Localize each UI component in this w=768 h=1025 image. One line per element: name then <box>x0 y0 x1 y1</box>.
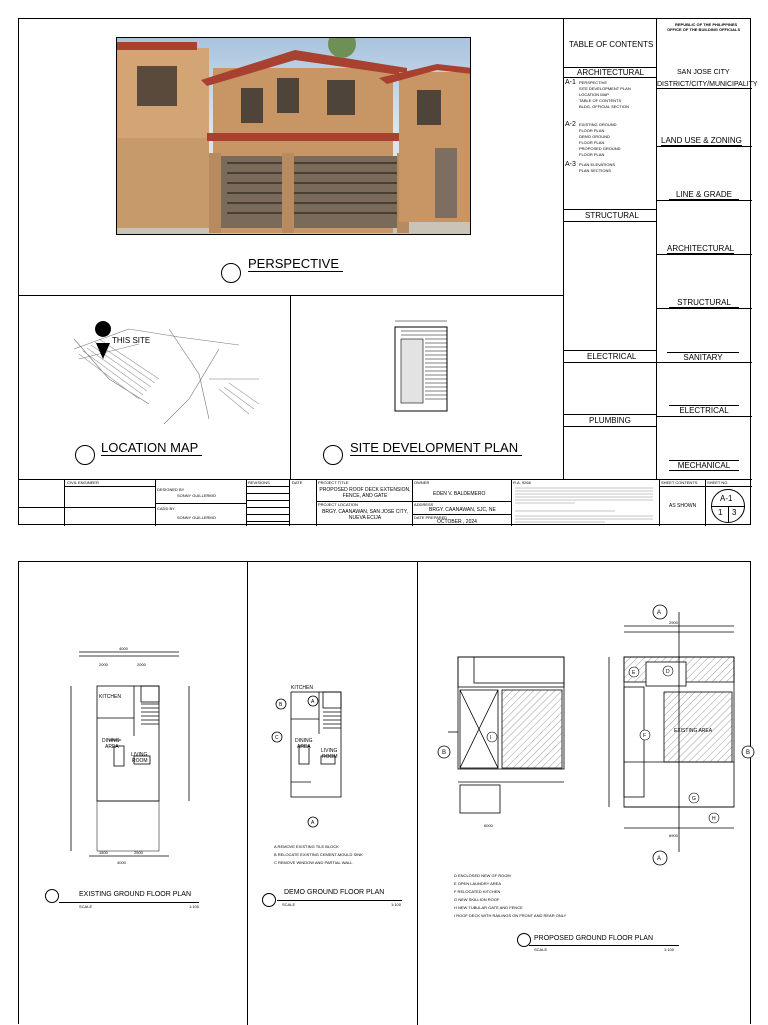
demo-title: DEMO GROUND FLOOR PLAN <box>284 889 385 896</box>
toc-structural: STRUCTURAL <box>585 211 639 220</box>
room-label: LIVING <box>321 748 338 754</box>
toc-a2-item: DEMO GROUND <box>579 134 610 139</box>
site-plan-drawing <box>391 319 451 411</box>
perspective-render <box>116 37 471 235</box>
divider <box>563 77 656 78</box>
tb-date-prepared: OCTOBER , 2024 <box>437 519 477 525</box>
officials-city: SAN JOSE CITY <box>677 69 730 76</box>
toc-a2-item: EXISTING GROUND <box>579 122 617 127</box>
perspective-title: PERSPECTIVE <box>248 256 343 272</box>
officials-land-use: LAND USE & ZONING <box>661 136 742 145</box>
toc-a2-item: FLOOR PLAN <box>579 128 605 133</box>
demo-floor-plan <box>271 684 391 844</box>
proposed-floor-plan <box>424 602 751 872</box>
room-label: ROOM <box>322 754 338 760</box>
tb-project-title-label: PROJECT TITLE <box>318 480 349 485</box>
marker-label: C <box>275 735 279 741</box>
tb-scale: AS SHOWN <box>669 503 697 509</box>
dim-label: 4000 <box>119 646 128 651</box>
sheet-num: 1 <box>718 508 723 517</box>
scale-label: SCALE <box>534 947 548 952</box>
tb-address: BRGY. CAANAWAN, SJC, NE <box>429 507 496 513</box>
room-label: KITCHEN <box>291 685 313 691</box>
dim-label: 2000 <box>137 662 146 667</box>
title-marker <box>323 445 343 465</box>
marker-label: A <box>311 699 315 705</box>
demo-note: C REMOVE WINDOW AND PARTIAL WALL <box>274 860 353 865</box>
marker-circle <box>487 732 497 742</box>
dim-label: 2500 <box>134 850 143 855</box>
officials-district: DISTRICT/CITY/MUNICIPALITY <box>657 81 758 88</box>
tb-owner: EDEN V. BALDEMERO <box>433 491 486 497</box>
dim-label: 2000 <box>99 662 108 667</box>
divider <box>563 414 656 415</box>
scale-label: SCALE <box>282 902 296 907</box>
toc-a3-item: PLAN SECTIONS <box>579 168 612 173</box>
divider <box>277 900 402 901</box>
room-label: AREA <box>297 744 311 750</box>
divider <box>656 416 752 417</box>
divider <box>511 479 512 526</box>
divider <box>19 507 155 508</box>
marker-label: B <box>746 750 751 756</box>
toc-a1-item: SITE DEVELOPMENT PLAN <box>579 86 631 91</box>
scale-value: 1:100 <box>189 904 200 909</box>
tb-project-location: BRGY. CAANAWAN, SAN JOSE CITY, NUEVA ECIJA <box>322 509 408 521</box>
title-marker <box>221 263 241 283</box>
toc-a1-item: BLDG. OFFICIAL SECTION <box>579 104 629 109</box>
divider <box>289 479 290 526</box>
room-label: KITCHEN <box>99 694 121 700</box>
divider <box>19 295 563 296</box>
divider <box>656 200 752 201</box>
marker-label: I <box>490 735 492 741</box>
divider <box>659 486 752 487</box>
tb-cadd-by-label: CADD BY <box>157 506 175 511</box>
divider <box>529 945 679 946</box>
divider <box>246 521 289 522</box>
tb-owner-label: OWNER <box>414 480 430 485</box>
tb-date: DATE <box>292 480 303 485</box>
toc-a2-item: PROPOSED GROUND <box>579 146 621 151</box>
divider <box>412 479 413 526</box>
divider <box>155 503 246 504</box>
dim-label: 6900 <box>669 833 678 838</box>
toc-a2-item: FLOOR PLAN <box>579 140 605 145</box>
location-map-title: LOCATION MAP <box>101 440 202 456</box>
scale-value: 1:100 <box>664 947 675 952</box>
divider <box>563 19 564 479</box>
divider <box>247 562 248 1025</box>
officials-line-grade: LINE & GRADE <box>669 190 739 200</box>
divider <box>19 479 752 480</box>
room-label: LIVING <box>131 752 148 758</box>
toc-architectural: ARCHITECTURAL <box>577 68 645 77</box>
location-map <box>69 309 269 429</box>
toc-electrical: ELECTRICAL <box>587 352 637 361</box>
proposed-note: F RELOCATED KITCHEN <box>454 889 501 894</box>
existing-title: EXISTING GROUND FLOOR PLAN <box>79 891 192 898</box>
proposed-note: G NEW SKILLION ROOF <box>454 897 500 902</box>
divider <box>246 507 289 508</box>
divider <box>246 493 289 494</box>
sheet-code: A-1 <box>720 494 733 503</box>
divider <box>246 486 289 487</box>
marker-label: B <box>279 702 283 708</box>
room-label: EXISTING AREA <box>674 728 713 734</box>
tb-sheet-no: SHEET NO. <box>707 480 729 485</box>
demo-note: A REMOVE EXISTING TILE BLOCK <box>274 844 339 849</box>
demo-note: B RELOCATE EXISTING CEMENT-MOULD SINK <box>274 852 363 857</box>
sheet-1 <box>18 18 758 525</box>
divider <box>563 209 656 210</box>
title-marker <box>262 893 276 907</box>
sheet-number-badge <box>711 489 745 523</box>
toc-title: TABLE OF CONTENTS <box>569 40 654 49</box>
divider <box>64 486 155 487</box>
room-label: DINING <box>102 738 120 744</box>
toc-a1-code: A-1 <box>565 79 576 86</box>
toc-a2-code: A-2 <box>565 121 576 128</box>
officials-architectural: ARCHITECTURAL <box>667 244 735 253</box>
room-label: ROOM <box>132 758 148 764</box>
tb-civil-engineer: CIVIL ENGINEER <box>67 480 99 485</box>
toc-a1-item: PERSPECTIVE <box>579 80 608 85</box>
divider <box>563 362 656 363</box>
tb-sheet-contents: SHEET CONTENTS <box>661 480 698 485</box>
divider <box>59 902 199 903</box>
marker-label: H <box>712 816 716 822</box>
tb-revisions: REVISIONS <box>248 480 270 485</box>
officials-electrical: ELECTRICAL <box>669 405 739 415</box>
sheet-total: 3 <box>732 508 737 517</box>
site-dev-title: SITE DEVELOPMENT PLAN <box>350 440 522 456</box>
toc-a1-item: TABLE OF CONTENTS <box>579 98 622 103</box>
officials-sanitary: SANITARY <box>667 352 739 362</box>
divider <box>563 350 656 351</box>
tb-designed-by-label: DESIGNED BY <box>157 487 185 492</box>
toc-a3-item: PLAN ELEVATIONS <box>579 162 616 167</box>
marker-label: G <box>692 796 696 802</box>
divider <box>563 221 656 222</box>
divider <box>656 146 752 147</box>
tb-project-location-label: PROJECT LOCATION <box>318 502 358 507</box>
proposed-note: H NEW TUBULAR GATE AND FENCE <box>454 905 523 910</box>
dim-label: 4000 <box>117 860 126 865</box>
marker-label: E <box>632 670 636 676</box>
proposed-title: PROPOSED GROUND FLOOR PLAN <box>534 935 654 942</box>
tb-legal-text <box>515 486 655 524</box>
room-label: DINING <box>295 738 313 744</box>
scale-value: 1:100 <box>391 902 402 907</box>
tb-address-label: ADDRESS <box>414 502 434 507</box>
title-marker <box>75 445 95 465</box>
toc-a2-item: FLOOR PLAN <box>579 152 605 157</box>
divider <box>656 308 752 309</box>
existing-floor-plan <box>59 646 219 866</box>
officials-mechanical: MECHANICAL <box>669 460 739 471</box>
toc-plumbing: PLUMBING <box>589 416 631 425</box>
officials-header: REPUBLIC OF THE PHILIPPINES <box>675 22 738 27</box>
toc-a3-code: A-3 <box>565 161 576 168</box>
sheet-2 <box>18 561 751 1024</box>
divider <box>290 295 291 479</box>
room-label: AREA <box>105 744 119 750</box>
marker-label: A <box>657 856 662 862</box>
officials-header: OFFICE OF THE BUILDING OFFICIALS <box>667 27 741 32</box>
divider <box>656 254 752 255</box>
tb-date-prepared-label: DATE PREPARED <box>414 515 448 520</box>
marker-label: F <box>643 733 647 739</box>
proposed-note: I ROOF DECK WITH RAILINGS ON FRONT AND REAR ONLY <box>454 913 567 918</box>
proposed-note: D ENCLOSED NEW GF ROOM <box>454 873 511 878</box>
divider <box>246 514 289 515</box>
divider <box>246 500 289 501</box>
dim-label: 2900 <box>669 620 678 625</box>
tb-ra-label: R.A. 9266 <box>513 480 531 485</box>
divider <box>563 426 656 427</box>
marker-label: B <box>442 750 447 756</box>
marker-label: D <box>666 669 670 675</box>
marker-label: A <box>311 820 315 826</box>
tb-cadd-by: SONNY GUILLERMO <box>177 515 216 520</box>
tb-project-title: PROPOSED ROOF DECK EXTENSION, FENCE, AND GATE <box>319 487 411 499</box>
dim-label: 6000 <box>484 823 493 828</box>
officials-structural: STRUCTURAL <box>669 298 739 308</box>
toc-a1-item: LOCATION MAP <box>579 92 609 97</box>
proposed-note: E OPEN LAUNDRY AREA <box>454 881 501 886</box>
divider <box>316 479 317 526</box>
tb-designed-by: SONNY GUILLERMO <box>177 493 216 498</box>
scale-label: SCALE <box>79 904 93 909</box>
divider <box>417 562 418 1025</box>
this-site-label: THIS SITE <box>112 336 151 345</box>
marker-label: A <box>657 610 662 616</box>
dim-label: 1500 <box>99 850 108 855</box>
title-marker <box>45 889 59 903</box>
divider <box>656 362 752 363</box>
